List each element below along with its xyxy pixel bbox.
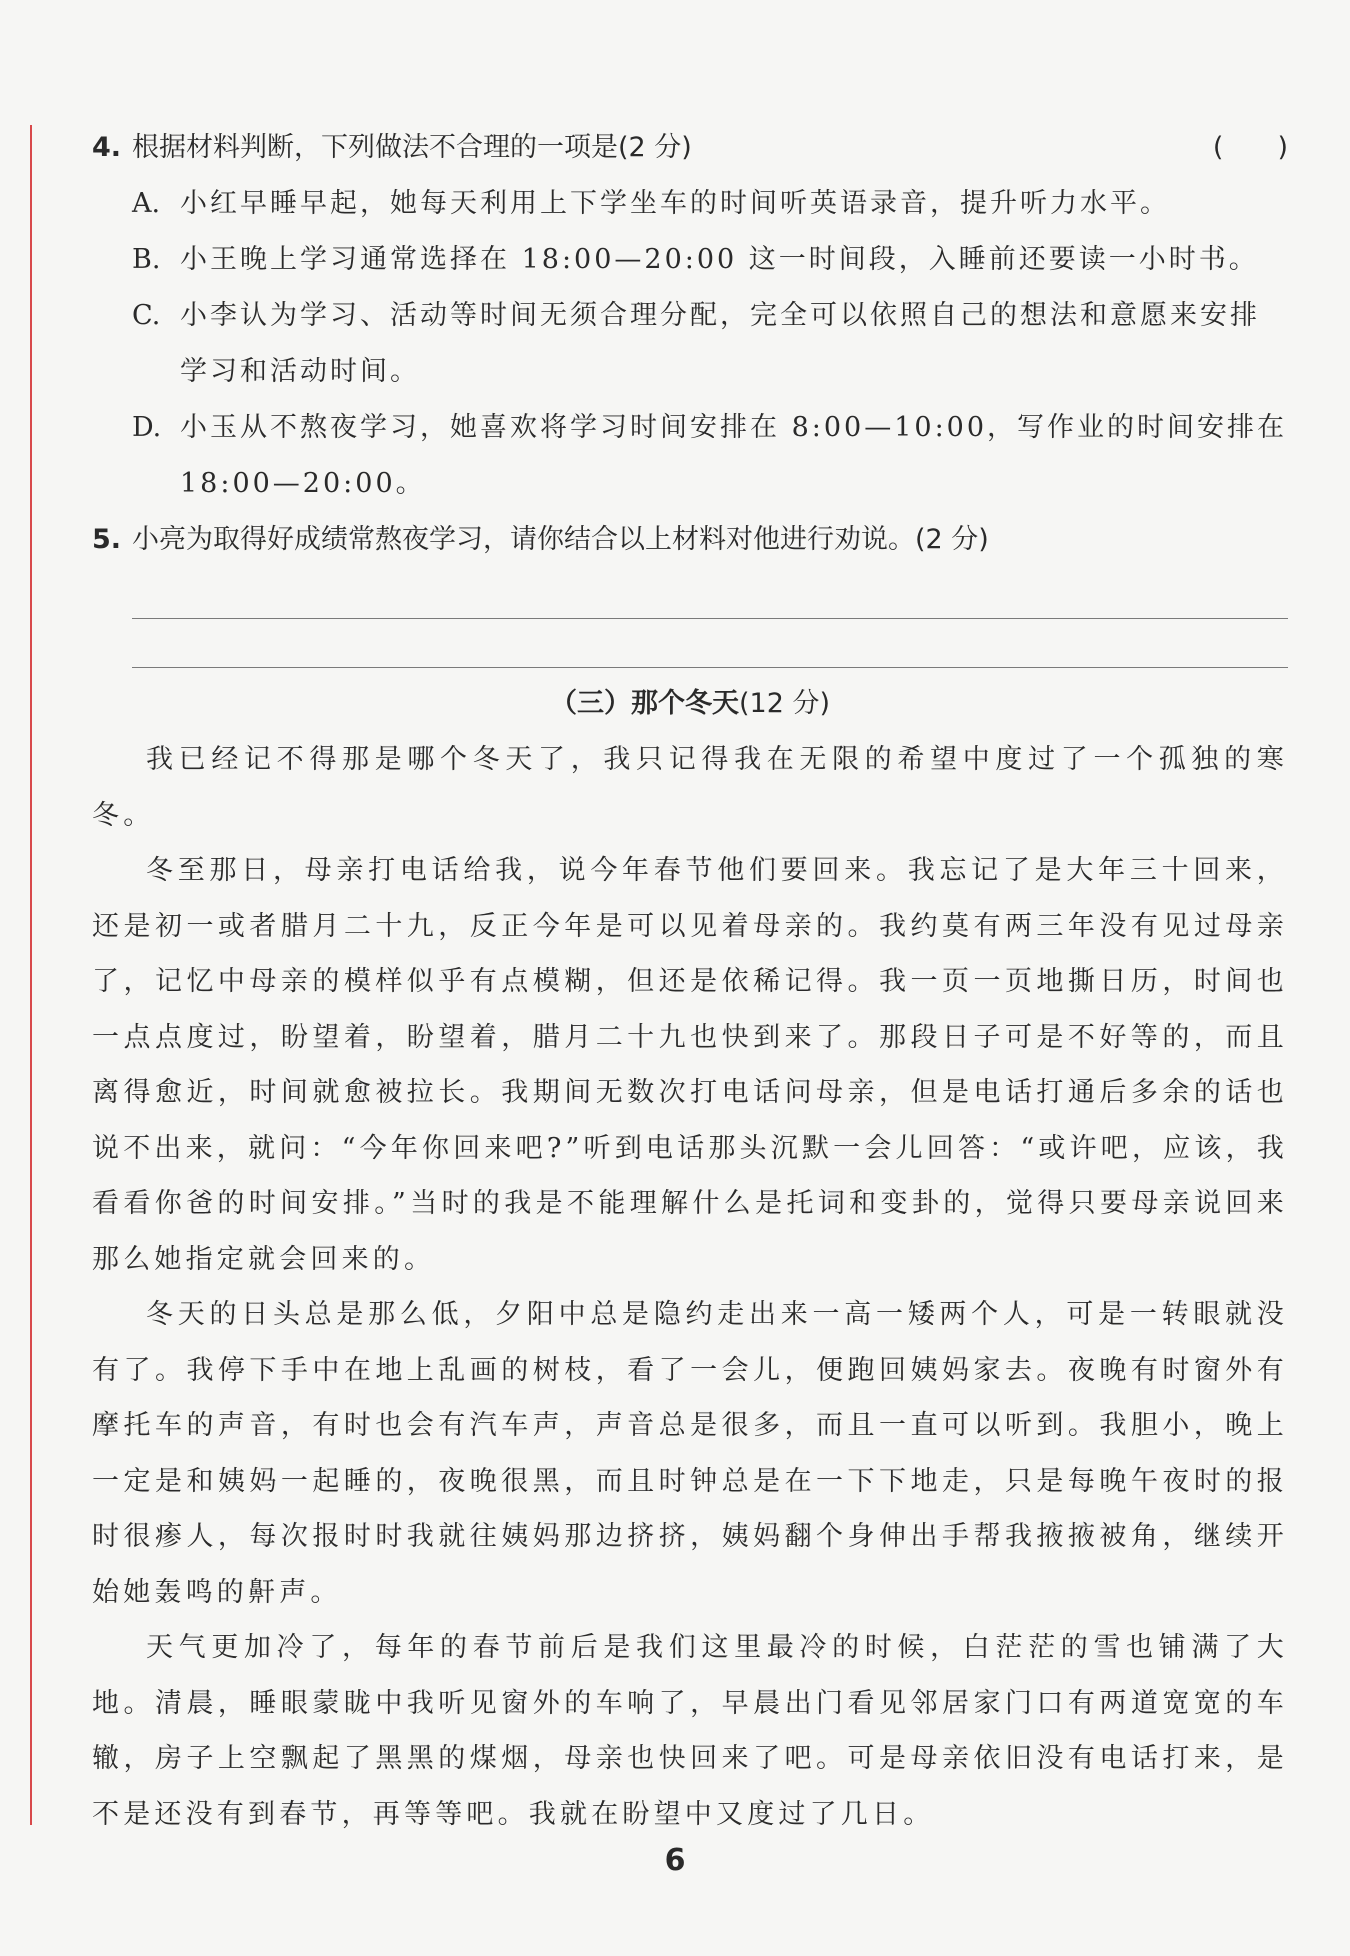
question-4 xyxy=(92,120,1288,176)
question-stem: 小亮为取得好成绩常熬夜学习，请你结合以上材料对他进行劝说。(2 分) xyxy=(132,524,989,555)
question-stem: 根据材料判断，下列做法不合理的一项是(2 分) xyxy=(132,132,692,163)
passage-paragraph-1: 我已经记不得那是哪个冬天了，我只记得我在无限的希望中度过了一个孤独的寒冬。 xyxy=(92,744,1288,831)
passage-paragraph-2: 冬至那日，母亲打电话给我，说今年春节他们要回来。我忘记了是大年三十回来，还是初一或者腊月二十九，反正今年是可以见着母亲的。我约莫有两三年没有见过母亲了，记忆中母亲的模样似乎有点模糊，但还是依稀记得。我一页一页地撕日历，时间也一点点度过，盼望着，盼望着，腊月二十九也快到来了。那段日子可是不好等的，而且离得愈近，时间就愈被拉长。我期间无数次打电话问母亲，但是电话打通后多余的话也说不出来，就问：“今年你回来吧?”听到电话那头沉默一会儿回答：“或许吧，应该，我看看你爸的时间安排。”当时的我是不能理解什么是托词和变卦的，觉得只要母亲说回来那么她指定就会回来的。 xyxy=(92,855,1288,1275)
option-label: C. xyxy=(132,300,161,331)
question-5 xyxy=(92,512,1288,568)
option-c[interactable] xyxy=(92,288,1288,400)
passage-paragraph-4: 天气更加冷了，每年的春节前后是我们这里最冷的时候，白茫茫的雪也铺满了大地。清晨，睡眼蒙眬中我听见窗外的车响了，早晨出门看见邻居家门口有两道宽宽的车辙，房子上空飘起了黑黑的煤烟，母亲也快回来了吧。可是母亲依旧没有电话打来，是不是还没有到春节，再等等吧。我就在盼望中又度过了几日。 xyxy=(92,1632,1288,1830)
option-text: 小李认为学习、活动等时间无须合理分配，完全可以依照自己的想法和意愿来安排学习和活动时间。 xyxy=(180,300,1260,387)
option-label: A. xyxy=(132,188,161,219)
option-label: B. xyxy=(132,244,161,275)
option-a[interactable] xyxy=(92,176,1288,232)
question-number: 4. xyxy=(92,132,122,163)
worksheet-page xyxy=(92,120,1288,1842)
question-number: 5. xyxy=(92,524,122,555)
option-text: 小红早睡早起，她每天利用上下学坐车的时间听英语录音，提升听力水平。 xyxy=(180,188,1170,219)
option-d[interactable] xyxy=(92,400,1288,512)
option-b[interactable] xyxy=(92,232,1288,288)
page-number: 6 xyxy=(664,1843,686,1878)
section-title-text: （三）那个冬天 xyxy=(549,688,739,719)
section-title xyxy=(92,676,1288,732)
answer-bracket[interactable]: ( ) xyxy=(1212,132,1288,163)
margin-rule xyxy=(30,125,32,1825)
option-text: 小王晚上学习通常选择在 18:00—20:00 这一时间段，入睡前还要读一小时书。 xyxy=(180,244,1259,275)
passage-paragraph-3: 冬天的日头总是那么低，夕阳中总是隐约走出来一高一矮两个人，可是一转眼就没有了。我停下手中在地上乱画的树枝，看了一会儿，便跑回姨妈家去。夜晚有时窗外有摩托车的声音，有时也会有汽车声，声音总是很多，而且一直可以听到。我胆小，晚上一定是和姨妈一起睡的，夜晚很黑，而且时钟总是在一下下地走，只是每晚午夜时的报时很瘆人，每次报时时我就往姨妈那边挤挤，姨妈翻个身伸出手帮我掖掖被角，继续开始她轰鸣的鼾声。 xyxy=(92,1299,1288,1608)
section-points: (12 分) xyxy=(738,688,830,719)
option-label: D. xyxy=(132,412,162,443)
option-text: 小玉从不熬夜学习，她喜欢将学习时间安排在 8:00—10:00，写作业的时间安排在 18:00—20:00。 xyxy=(180,412,1288,499)
